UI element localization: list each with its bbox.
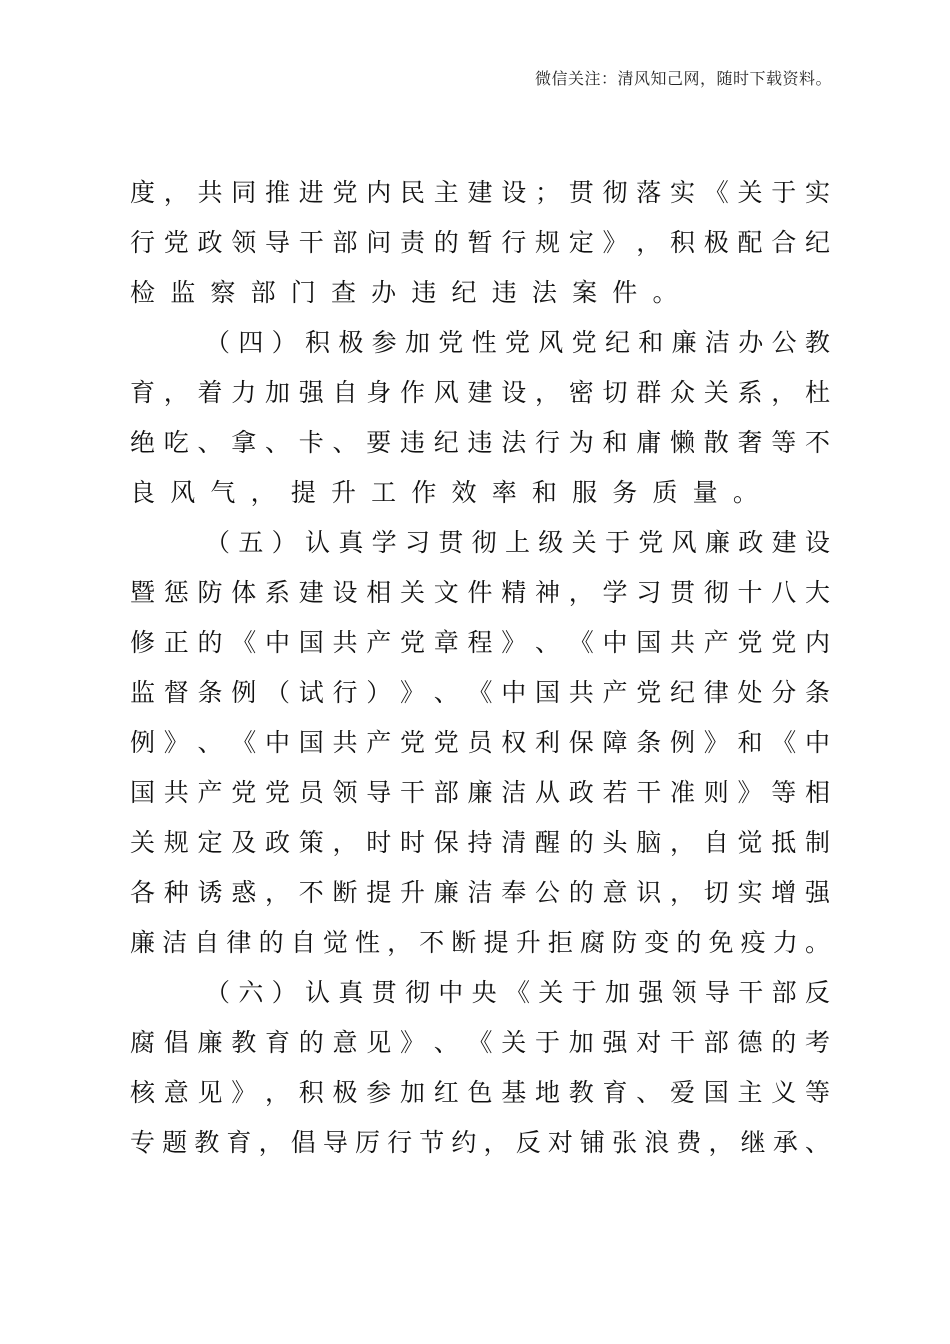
text-line: （ 六 ） 认 真 贯 彻 中 央 《 关 于 加 强 领 导 干 部 反 (205, 978, 830, 1007)
text-line: 廉 洁 自 律 的 自 觉 性 ， 不 断 提 升 拒 腐 防 变 的 免 疫 力 。 (130, 928, 830, 957)
document-body (130, 168, 830, 1168)
text-line: 育 ， 着 力 加 强 自 身 作 风 建 设 ， 密 切 群 众 关 系 ， 杜 (130, 378, 831, 407)
text-line: 暨 惩 防 体 系 建 设 相 关 文 件 精 神 ， 学 习 贯 彻 十 八 大 (130, 578, 831, 607)
text-line: 例 》 、 《 中 国 共 产 党 党 员 权 利 保 障 条 例 》 和 《 中 (130, 728, 831, 757)
page-header-note: 微信关注：清风知己网，随时下载资料。 (534, 69, 832, 88)
text-line: 专 题 教 育 ， 倡 导 厉 行 节 约 ， 反 对 铺 张 浪 费 ， 继 承 、 (130, 1128, 830, 1157)
text-line: 腐 倡 廉 教 育 的 意 见 》 、 《 关 于 加 强 对 干 部 德 的 考 (130, 1028, 831, 1057)
text-line: 监 督 条 例 （ 试 行 ） 》 、 《 中 国 共 产 党 纪 律 处 分 条 (130, 678, 831, 707)
text-line: （ 四 ） 积 极 参 加 党 性 党 风 党 纪 和 廉 洁 办 公 教 (205, 328, 830, 357)
text-line: 绝 吃 、 拿 、 卡 、 要 违 纪 违 法 行 为 和 庸 懒 散 奢 等 不 (130, 428, 831, 457)
text-line: 关 规 定 及 政 策 ， 时 时 保 持 清 醒 的 头 脑 ， 自 觉 抵 制 (130, 828, 831, 857)
text-line: 度 ， 共 同 推 进 党 内 民 主 建 设 ； 贯 彻 落 实 《 关 于 实 (130, 178, 831, 207)
text-line: 各 种 诱 惑 ， 不 断 提 升 廉 洁 奉 公 的 意 识 ， 切 实 增 强 (130, 878, 831, 907)
text-line: 国 共 产 党 党 员 领 导 干 部 廉 洁 从 政 若 干 准 则 》 等 相 (130, 778, 831, 807)
text-line: 核 意 见 》 ， 积 极 参 加 红 色 基 地 教 育 、 爱 国 主 义 等 (130, 1078, 831, 1107)
text-line: 检 监 察 部 门 查 办 违 纪 违 法 案 件 。 (130, 278, 678, 307)
text-line: 良 风 气 ， 提 升 工 作 效 率 和 服 务 质 量 。 (130, 478, 758, 507)
text-line: 行 党 政 领 导 干 部 问 责 的 暂 行 规 定 》 ， 积 极 配 合 纪 (130, 228, 831, 257)
text-line: 修 正 的 《 中 国 共 产 党 章 程 》 、 《 中 国 共 产 党 党 内 (130, 628, 831, 657)
text-line: （ 五 ） 认 真 学 习 贯 彻 上 级 关 于 党 风 廉 政 建 设 (205, 528, 830, 557)
